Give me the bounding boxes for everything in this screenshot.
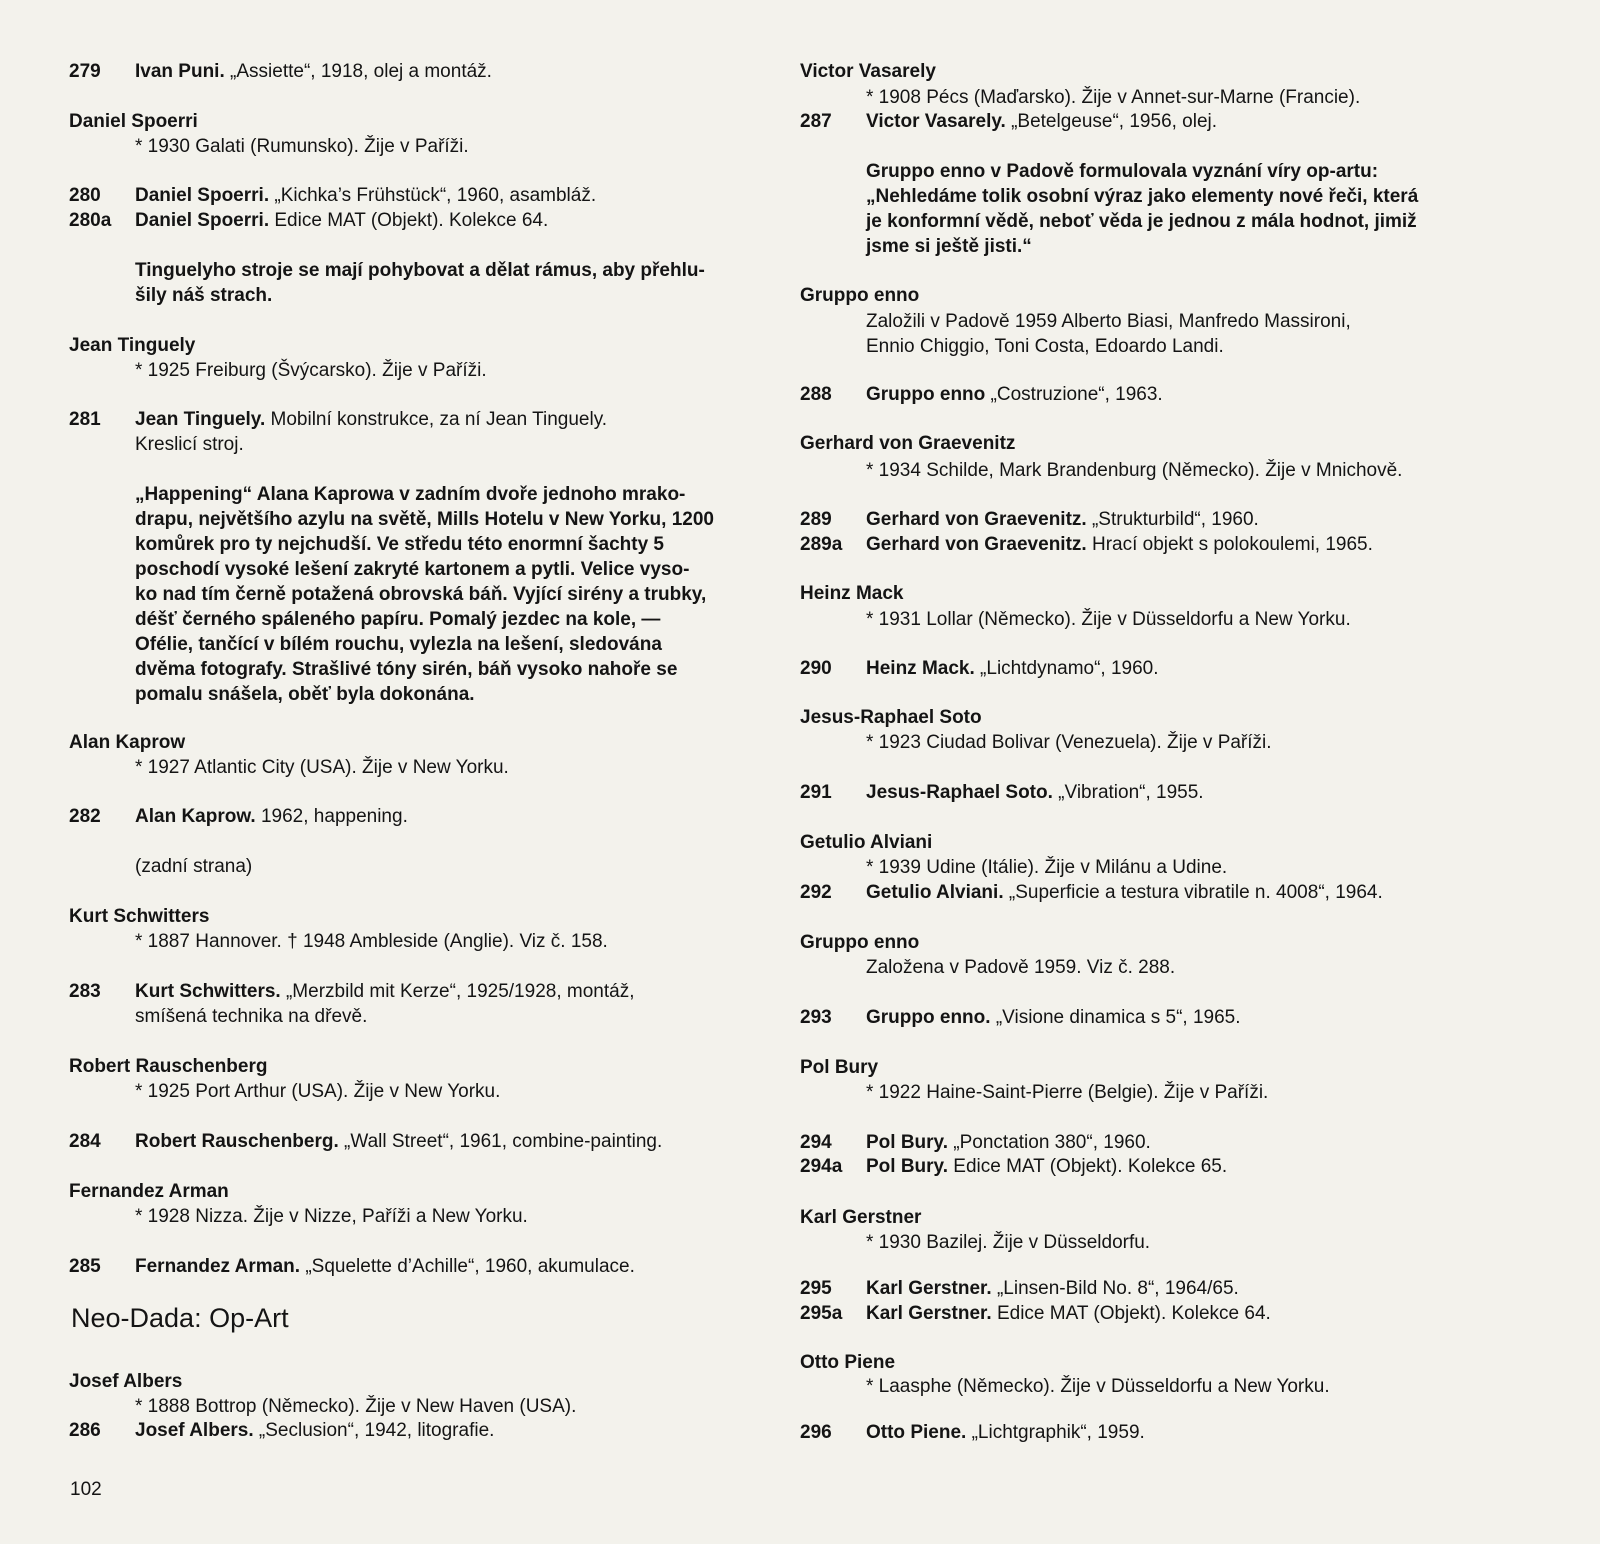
entry-text: * 1888 Bottrop (Německo). Žije v New Haven (USA). bbox=[135, 1396, 577, 1417]
entry-text: * 1930 Galati (Rumunsko). Žije v Paříži. bbox=[135, 136, 469, 157]
bold-text: Jean Tinguely. bbox=[135, 409, 266, 430]
section-heading: Neo-Dada: Op-Art bbox=[71, 1303, 289, 1333]
entry-text: * 1928 Nizza. Žije v Nizze, Paříži a New Yorku. bbox=[135, 1206, 528, 1227]
quote-line bbox=[135, 558, 689, 582]
catalog-entry bbox=[69, 980, 635, 1004]
entry-number: 283 bbox=[69, 981, 101, 1002]
entry-number: 280 bbox=[69, 185, 101, 206]
biography-line bbox=[866, 86, 1360, 110]
quote-line bbox=[135, 259, 705, 283]
quote-line bbox=[135, 583, 706, 607]
entry-text: * 1927 Atlantic City (USA). Žije v New Yorku. bbox=[135, 757, 509, 778]
entry-number: 284 bbox=[69, 1131, 101, 1152]
entry-text: * 1923 Ciudad Bolivar (Venezuela). Žije v Paříži. bbox=[866, 732, 1272, 753]
artist-name bbox=[69, 1180, 229, 1204]
quote-line bbox=[135, 658, 677, 682]
entry-text: „Ponctation 380“, 1960. bbox=[948, 1132, 1151, 1153]
biography-line bbox=[866, 856, 1227, 880]
artist-name bbox=[800, 1056, 878, 1080]
entry-text: Edice MAT (Objekt). Kolekce 64. bbox=[269, 210, 549, 231]
entry-number: 280a bbox=[69, 210, 112, 231]
entry-number: 282 bbox=[69, 806, 101, 827]
catalog-entry bbox=[800, 881, 1383, 905]
entry-number: 279 bbox=[69, 61, 101, 82]
entry-text: * 1922 Haine-Saint-Pierre (Belgie). Žije v Paříži. bbox=[866, 1082, 1269, 1103]
entry-number: 289 bbox=[800, 509, 832, 530]
quote-line bbox=[135, 533, 664, 557]
bold-text: Gruppo enno bbox=[866, 384, 986, 405]
catalog-entry bbox=[69, 209, 549, 233]
entry-number: 294 bbox=[800, 1132, 832, 1153]
quote-line bbox=[866, 235, 1032, 259]
bold-text: Gruppo enno bbox=[800, 932, 920, 953]
quote-line bbox=[135, 683, 475, 707]
entry-number: 295 bbox=[800, 1278, 832, 1299]
catalog-entry bbox=[800, 1302, 1271, 1326]
catalog-entry bbox=[69, 60, 492, 84]
biography-line bbox=[866, 1231, 1150, 1255]
entry-number: 281 bbox=[69, 409, 101, 430]
quote-line bbox=[866, 185, 1418, 209]
entry-number: 296 bbox=[800, 1422, 832, 1443]
entry-text: Ennio Chiggio, Toni Costa, Edoardo Landi. bbox=[866, 336, 1224, 357]
bold-text: Daniel Spoerri bbox=[69, 111, 198, 132]
entry-number: 289a bbox=[800, 534, 843, 555]
entry-number: 294a bbox=[800, 1156, 843, 1177]
bold-text: Jesus-Raphael Soto bbox=[800, 707, 982, 728]
entry-text: * Laasphe (Německo). Žije v Düsseldorfu a New Yorku. bbox=[866, 1376, 1330, 1397]
quote-line bbox=[135, 633, 662, 657]
bold-text: Josef Albers bbox=[69, 1371, 183, 1392]
entry-text: * 1930 Bazilej. Žije v Düsseldorfu. bbox=[866, 1232, 1151, 1253]
artist-name bbox=[800, 582, 903, 606]
quote-line bbox=[135, 508, 714, 532]
entry-text: „Betelgeuse“, 1956, olej. bbox=[1005, 111, 1218, 132]
entry-text: „Visione dinamica s 5“, 1965. bbox=[990, 1007, 1241, 1028]
catalog-entry bbox=[800, 781, 1204, 805]
entry-number: 292 bbox=[800, 882, 832, 903]
catalog-entry bbox=[800, 1277, 1239, 1301]
entry-number: 287 bbox=[800, 111, 832, 132]
bold-text: Gerhard von Graevenitz. bbox=[866, 509, 1087, 530]
entry-number: 285 bbox=[69, 1256, 101, 1277]
bold-text: Gerhard von Graevenitz. bbox=[866, 534, 1087, 555]
quote-line bbox=[866, 210, 1417, 234]
quote-line bbox=[135, 608, 660, 632]
entry-text: * 1934 Schilde, Mark Brandenburg (Německo). Žije v Mnichově. bbox=[866, 460, 1403, 481]
quote-line bbox=[866, 160, 1378, 184]
bold-text: Gruppo enno bbox=[800, 285, 920, 306]
biography-line bbox=[866, 608, 1351, 632]
entry-text: „Seclusion“, 1942, litografie. bbox=[253, 1420, 495, 1441]
bold-text: je konformní vědě, neboť věda je jednou z mála hodnot, jimiž bbox=[866, 211, 1417, 232]
biography-line bbox=[135, 135, 469, 159]
bold-text: Getulio Alviani. bbox=[866, 882, 1004, 903]
bold-text: Daniel Spoerri. bbox=[135, 185, 270, 206]
entry-text: * 1939 Udine (Itálie). Žije v Milánu a Udine. bbox=[866, 857, 1228, 878]
entry-text: „Assiette“, 1918, olej a montáž. bbox=[224, 61, 492, 82]
entry-text: * 1925 Port Arthur (USA). Žije v New Yorku. bbox=[135, 1081, 501, 1102]
entry-text: 1962, happening. bbox=[255, 806, 408, 827]
bold-text: Gerhard von Graevenitz bbox=[800, 433, 1016, 454]
biography-line bbox=[135, 930, 608, 954]
bold-text: Gruppo enno. bbox=[866, 1007, 991, 1028]
biography-line bbox=[135, 359, 487, 383]
bold-text: Jean Tinguely bbox=[69, 335, 196, 356]
biography-line bbox=[866, 1375, 1330, 1399]
entry-number: 291 bbox=[800, 782, 832, 803]
catalog-entry bbox=[69, 1130, 663, 1154]
entry-text: „Wall Street“, 1961, combine-painting. bbox=[338, 1131, 663, 1152]
entry-text: „Squelette d’Achille“, 1960, akumulace. bbox=[300, 1256, 635, 1277]
bold-text: Heinz Mack. bbox=[866, 658, 975, 679]
bold-text: Gruppo enno v Padově formulovala vyznání víry op-artu: bbox=[866, 161, 1379, 182]
bold-text: šily náš strach. bbox=[135, 285, 273, 306]
quote-line bbox=[135, 284, 272, 308]
artist-name bbox=[800, 831, 932, 855]
artist-name bbox=[69, 1055, 267, 1079]
bold-text: Victor Vasarely bbox=[800, 61, 936, 82]
entry-text: Hrací objekt s polokoulemi, 1965. bbox=[1086, 534, 1373, 555]
entry-text: „Lichtdynamo“, 1960. bbox=[974, 658, 1159, 679]
artist-name bbox=[800, 60, 936, 84]
catalog-entry bbox=[69, 805, 408, 829]
biography-line bbox=[866, 459, 1402, 483]
bold-text: Pol Bury bbox=[800, 1057, 879, 1078]
bold-text: Pol Bury. bbox=[866, 1156, 948, 1177]
catalog-entry bbox=[800, 1421, 1145, 1445]
bold-text: Tinguelyho stroje se mají pohybovat a dělat rámus, aby přehlu- bbox=[135, 260, 705, 281]
entry-text: „Vibration“, 1955. bbox=[1052, 782, 1204, 803]
entry-text: „Kichka’s Frühstück“, 1960, asambláž. bbox=[269, 185, 597, 206]
bold-text: Otto Piene. bbox=[866, 1422, 967, 1443]
bold-text: Kurt Schwitters. bbox=[135, 981, 281, 1002]
artist-name bbox=[800, 1206, 921, 1230]
bold-text: Pol Bury. bbox=[866, 1132, 948, 1153]
entry-text: * 1908 Pécs (Maďarsko). Žije v Annet-sur-Marne (Francie). bbox=[866, 87, 1361, 108]
bold-text: ko nad tím černě potažená obrovská báň. Vyjící sirény a trubky, bbox=[135, 584, 707, 605]
bold-text: Jesus-Raphael Soto. bbox=[866, 782, 1053, 803]
bold-text: Fernandez Arman. bbox=[135, 1256, 301, 1277]
entry-text: „Merzbild mit Kerze“, 1925/1928, montáž, bbox=[280, 981, 635, 1002]
biography-line bbox=[135, 1080, 500, 1104]
entry-text: Edice MAT (Objekt). Kolekce 65. bbox=[948, 1156, 1228, 1177]
entry-text: „Linsen-Bild No. 8“, 1964/65. bbox=[991, 1278, 1239, 1299]
catalog-entry bbox=[800, 657, 1159, 681]
biography-line bbox=[866, 1081, 1268, 1105]
entry-number: 293 bbox=[800, 1007, 832, 1028]
bold-text: Ivan Puni. bbox=[135, 61, 225, 82]
bold-text: dvěma fotografy. Strašlivé tóny sirén, báň vysoko nahoře se bbox=[135, 659, 678, 680]
entry-text: Mobilní konstrukce, za ní Jean Tinguely. bbox=[265, 409, 608, 430]
artist-name bbox=[800, 432, 1015, 456]
bold-text: drapu, největšího azylu na světě, Mills Hotelu v New Yorku, 1200 bbox=[135, 509, 714, 530]
page-number: 102 bbox=[70, 1479, 102, 1500]
bold-text: Heinz Mack bbox=[800, 583, 904, 604]
biography-line bbox=[866, 956, 1175, 980]
bold-text: komůrek pro ty nejchudší. Ve středu této enormní šachty 5 bbox=[135, 534, 664, 555]
entry-text: „Lichtgraphik“, 1959. bbox=[966, 1422, 1145, 1443]
biography-line bbox=[866, 335, 1224, 359]
entry-number: 295a bbox=[800, 1303, 843, 1324]
artist-name bbox=[800, 706, 982, 730]
catalog-entry bbox=[800, 533, 1373, 557]
bold-text: poschodí vysoké lešení zakryté kartonem a pytli. Velice vyso- bbox=[135, 559, 690, 580]
entry-text: (zadní strana) bbox=[135, 856, 253, 877]
biography-line bbox=[135, 756, 509, 780]
catalog-entry bbox=[69, 1419, 495, 1443]
bold-text: pomalu snášela, oběť byla dokonána. bbox=[135, 684, 475, 705]
catalog-entry bbox=[800, 508, 1259, 532]
entry-text: * 1887 Hannover. † 1948 Ambleside (Anglie). Viz č. 158. bbox=[135, 931, 608, 952]
bold-text: „Happening“ Alana Kaprowa v zadním dvoře jednoho mrako- bbox=[135, 484, 686, 505]
artist-name bbox=[69, 110, 198, 134]
artist-name bbox=[69, 334, 195, 358]
bold-text: Daniel Spoerri. bbox=[135, 210, 270, 231]
biography-line bbox=[866, 310, 1351, 334]
bold-text: jsme si ještě jisti.“ bbox=[866, 236, 1032, 257]
artist-name bbox=[69, 905, 209, 929]
entry-text: Založena v Padově 1959. Viz č. 288. bbox=[866, 957, 1176, 978]
bold-text: Victor Vasarely. bbox=[866, 111, 1006, 132]
entry-text: * 1931 Lollar (Německo). Žije v Düsseldorfu a New Yorku. bbox=[866, 609, 1351, 630]
bold-text: Fernandez Arman bbox=[69, 1181, 229, 1202]
entry-number: 290 bbox=[800, 658, 832, 679]
entry-text: Edice MAT (Objekt). Kolekce 64. bbox=[991, 1303, 1271, 1324]
catalog-entry bbox=[800, 1155, 1228, 1179]
quote-line bbox=[135, 483, 685, 507]
catalog-entry bbox=[800, 110, 1218, 134]
catalog-entry bbox=[69, 1255, 635, 1279]
bold-text: Karl Gerstner. bbox=[866, 1303, 992, 1324]
catalog-entry bbox=[69, 184, 597, 208]
artist-name bbox=[800, 284, 919, 308]
biography-line bbox=[135, 1005, 367, 1029]
entry-text: smíšená technika na dřevě. bbox=[135, 1006, 368, 1027]
artist-name bbox=[69, 731, 185, 755]
biography-line bbox=[135, 1395, 576, 1419]
bold-text: „Nehledáme tolik osobní výraz jako elementy nové řeči, která bbox=[866, 186, 1419, 207]
bold-text: Alan Kaprow bbox=[69, 732, 186, 753]
entry-text: „Costruzione“, 1963. bbox=[985, 384, 1163, 405]
artist-name bbox=[800, 931, 919, 955]
biography-line bbox=[135, 433, 244, 457]
bold-text: Karl Gerstner. bbox=[866, 1278, 992, 1299]
biography-line bbox=[135, 1205, 528, 1229]
artist-name bbox=[800, 1351, 895, 1375]
entry-text: „Superficie a testura vibratile n. 4008“, 1964. bbox=[1003, 882, 1383, 903]
bold-text: Otto Piene bbox=[800, 1352, 896, 1373]
bold-text: Alan Kaprow. bbox=[135, 806, 256, 827]
entry-text: Založili v Padově 1959 Alberto Biasi, Manfredo Massironi, bbox=[866, 311, 1351, 332]
biography-line bbox=[135, 855, 252, 879]
bold-text: Kurt Schwitters bbox=[69, 906, 210, 927]
catalog-entry bbox=[800, 1006, 1241, 1030]
entry-text: * 1925 Freiburg (Švýcarsko). Žije v Paříži. bbox=[135, 360, 487, 381]
bold-text: Ofélie, tančící v bílém rouchu, vylezla na lešení, sledována bbox=[135, 634, 662, 655]
bold-text: Karl Gerstner bbox=[800, 1207, 922, 1228]
entry-number: 288 bbox=[800, 384, 832, 405]
bold-text: Robert Rauschenberg. bbox=[135, 1131, 339, 1152]
entry-text: Kreslicí stroj. bbox=[135, 434, 244, 455]
catalog-entry bbox=[800, 1131, 1151, 1155]
biography-line bbox=[866, 731, 1272, 755]
bold-text: Getulio Alviani bbox=[800, 832, 933, 853]
entry-number: 286 bbox=[69, 1420, 101, 1441]
bold-text: déšť černého spáleného papíru. Pomalý jezdec na kole, — bbox=[135, 609, 661, 630]
catalog-entry bbox=[800, 383, 1163, 407]
catalog-entry bbox=[69, 408, 608, 432]
entry-text: „Strukturbild“, 1960. bbox=[1086, 509, 1259, 530]
bold-text: Josef Albers. bbox=[135, 1420, 254, 1441]
bold-text: Robert Rauschenberg bbox=[69, 1056, 268, 1077]
artist-name bbox=[69, 1370, 182, 1394]
